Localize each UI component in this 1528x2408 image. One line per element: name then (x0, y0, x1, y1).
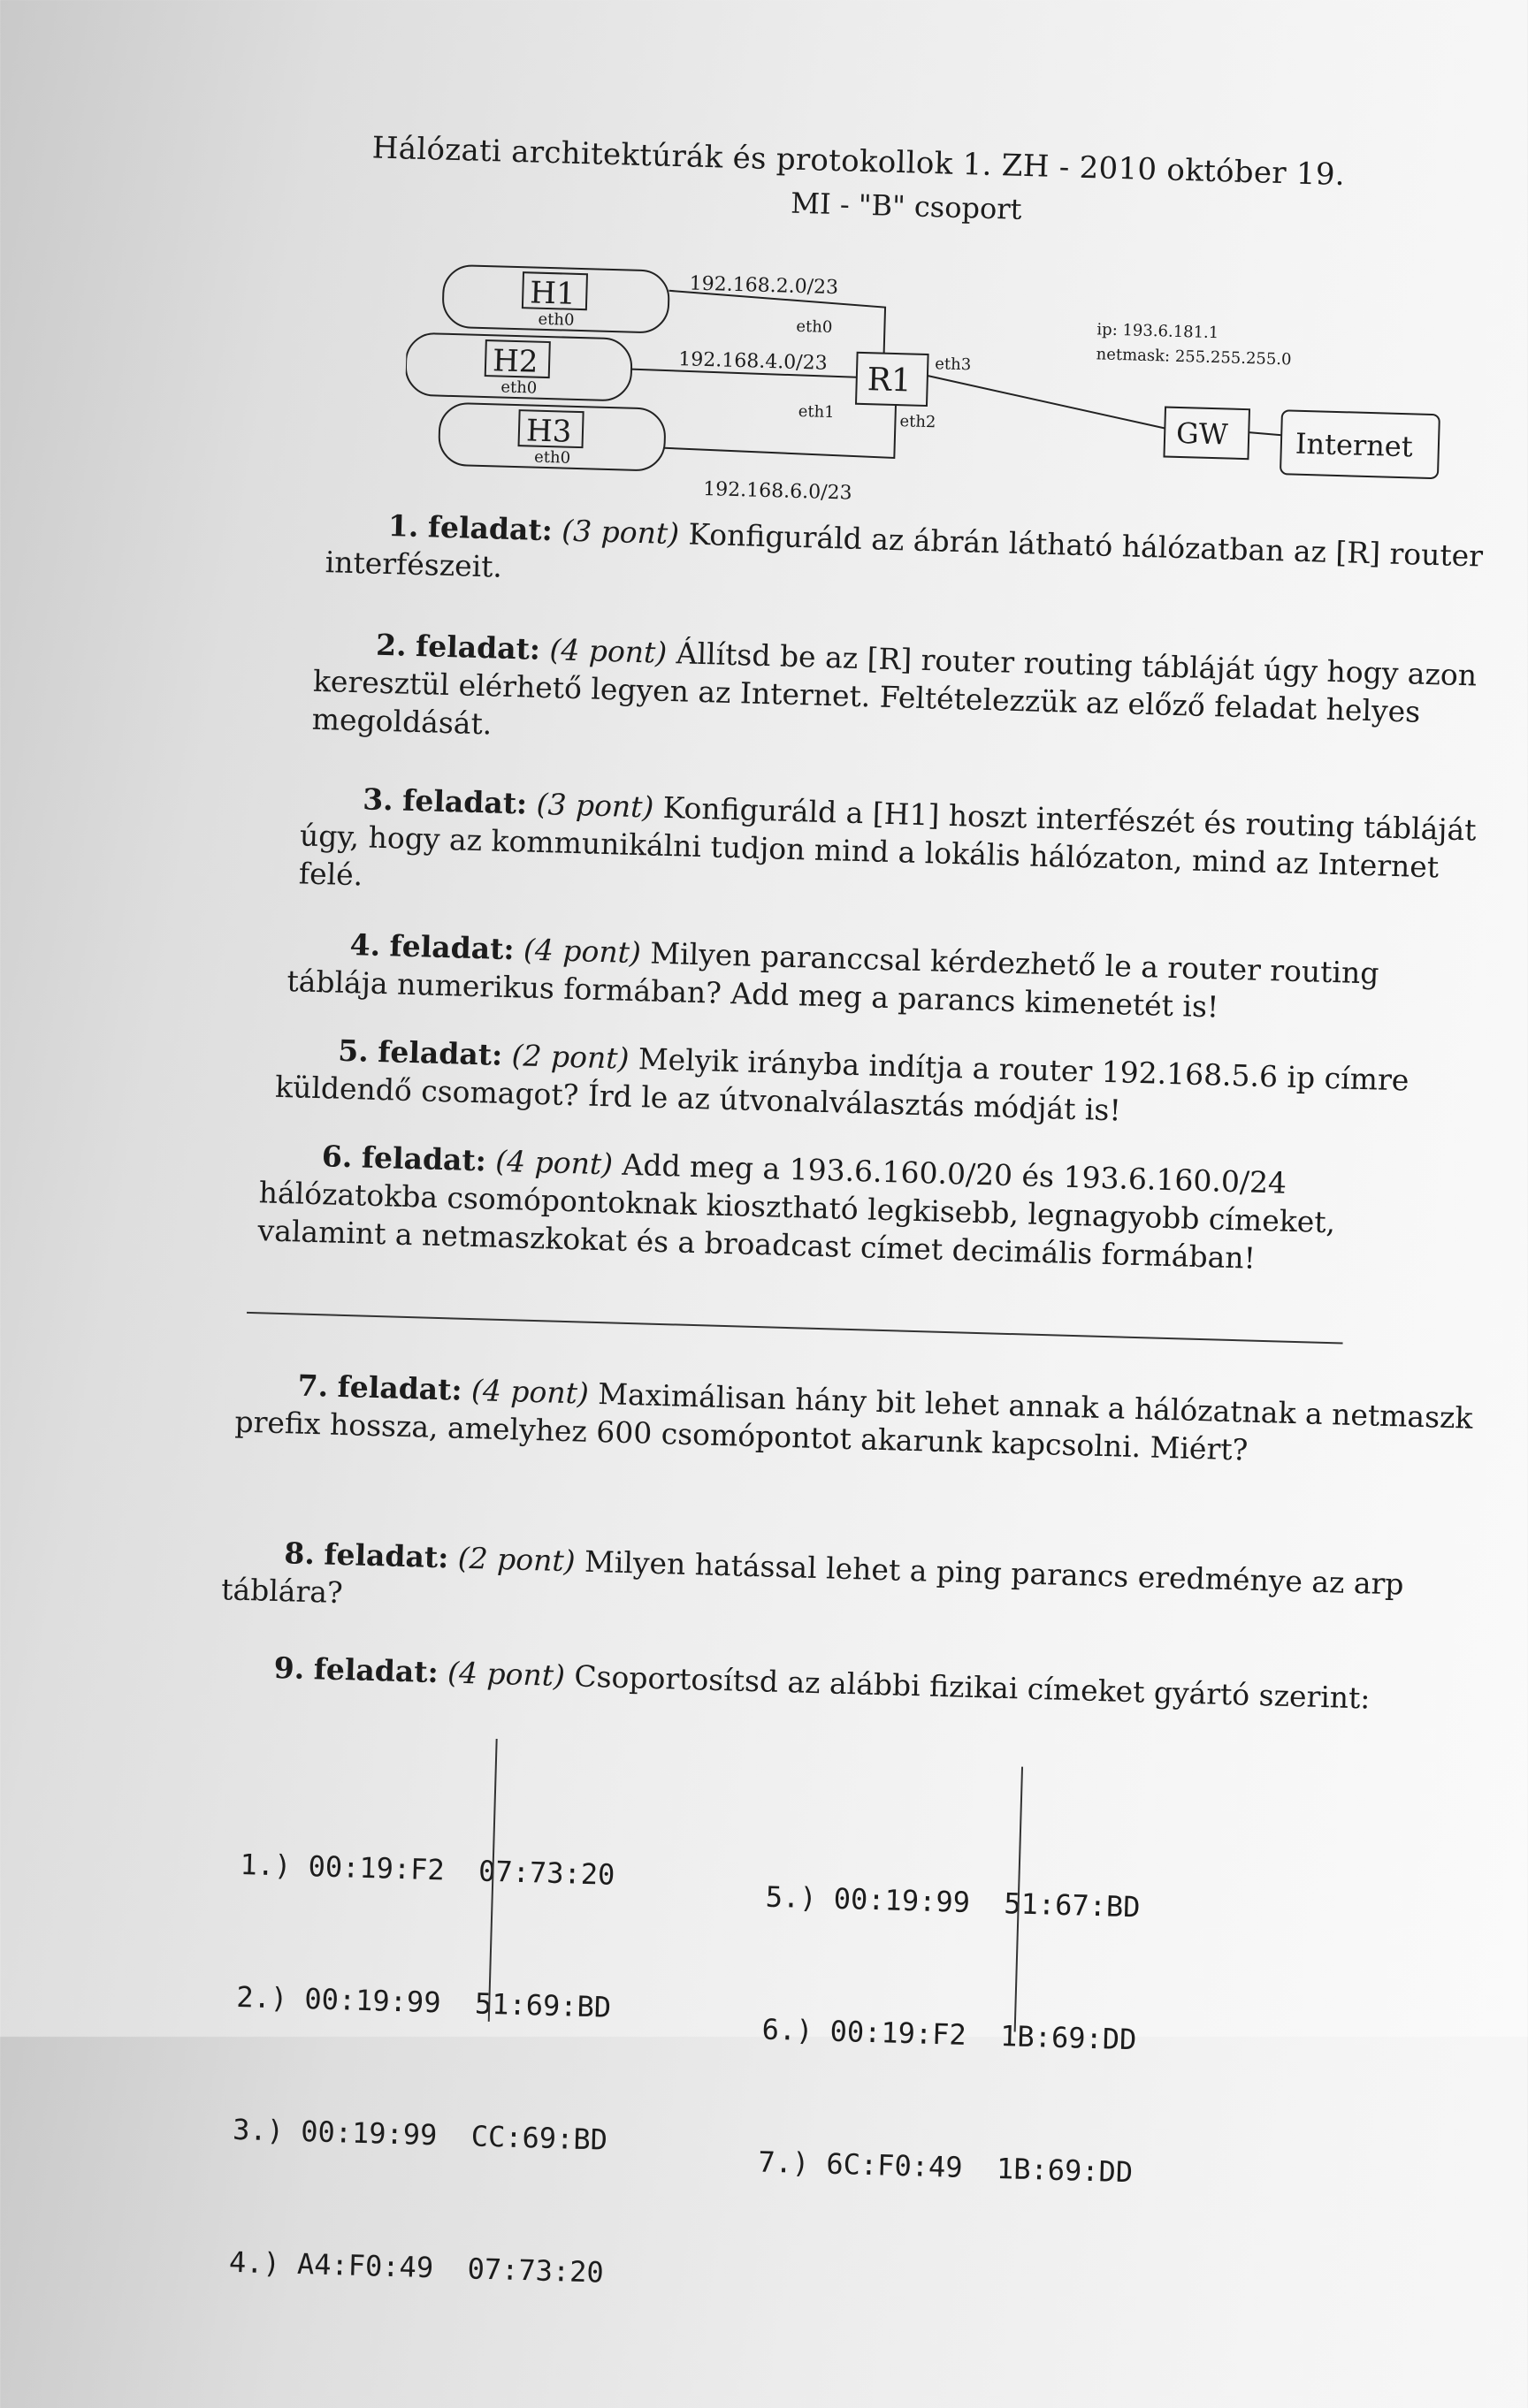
task-5: 5. feladat: (2 pont) Melyik irányba indítja a router 192.168.5.6 ip címre küldendő csomagot? Írd le az útvonalválasztás módját is! (274, 1033, 1410, 1128)
r1-iface-eth1: eth1 (798, 401, 835, 423)
separator-line (247, 1312, 1343, 1345)
host-h2-iface: eth0 (500, 377, 538, 398)
task-3: 3. feladat: (3 pont) Konfiguráld a [H1] hoszt interfészét és routing tábláját úgy, hogy az kommunikálni tudjon mind a lokális hálózaton, mind az Internet felé. (298, 781, 1478, 893)
r1-iface-eth2: eth2 (899, 412, 936, 432)
mac-row: 6.) 00:19:F2 1B:69:DD (761, 2012, 1137, 2057)
net-label-3: 192.168.6.0/23 (702, 477, 852, 505)
task-4: 4. feladat: (4 pont) Milyen paranccsal kérdezhető le a router routing táblája numerikus formában? Add meg a parancs kimenetét is! (286, 927, 1379, 1025)
task-9: 9. feladat: (4 pont) Csoportosítsd az alábbi fizikai címeket gyártó szerint: (273, 1650, 1371, 1716)
mac-row: 5.) 00:19:99 51:67:BD (765, 1879, 1142, 1924)
task-8: 8. feladat: (2 pont) Milyen hatással lehet a ping parancs eredménye az arp táblára? (220, 1535, 1405, 1611)
mac-list-right (755, 1787, 1143, 2283)
r1-iface-eth3: eth3 (935, 354, 972, 375)
link-h1-r1 (668, 291, 886, 354)
mac-row: 4.) A4:F0:49 07:73:20 (228, 2244, 605, 2290)
mac-row: 3.) 00:19:99 CC:69:BD (232, 2112, 608, 2157)
net-label-2: 192.168.4.0/23 (677, 348, 828, 375)
page-title: Hálózati architektúrák és protokollok 1. ZH - 2010 október 19. (371, 130, 1346, 194)
task-1: 1. feladat: (3 pont) Konfiguráld az ábrán látható hálózatban az [R] router interfészeit. (325, 508, 1484, 584)
link-r1-gw (926, 376, 1165, 429)
link-h3-r1 (664, 399, 896, 458)
page-subtitle: MI - "B" csoport (790, 186, 1022, 226)
task-6: 6. feladat: (4 pont) Add meg a 193.6.160.0/20 és 193.6.160.0/24 hálózatokba csomópontoknak kiosztható legkisebb, legnagyobb címeket, valamint a netmaszkokat és a broadcast címet decimális formában! (257, 1139, 1336, 1276)
mac-list-left (226, 1754, 618, 2383)
net-label-1: 192.168.2.0/23 (689, 272, 839, 300)
internet-name: Internet (1295, 426, 1414, 464)
network-diagram (401, 255, 1452, 550)
host-h1-iface: eth0 (538, 309, 575, 330)
host-h1-name: H1 (529, 275, 577, 312)
link-gw-internet (1249, 432, 1281, 435)
mac-row: 7.) 6C:F0:49 1B:69:DD (757, 2145, 1134, 2190)
gw-ip: ip: 193.6.181.1 (1096, 320, 1219, 343)
gw-netmask: netmask: 255.255.255.0 (1096, 345, 1292, 370)
host-h3-iface: eth0 (533, 447, 571, 468)
task-7: 7. feladat: (4 pont) Maximálisan hány bit lehet annak a hálózatnak a netmaszk prefix hossza, amelyhez 600 csomópontot akarunk kapcsolni. Miért? (234, 1368, 1473, 1467)
mac-row: 2.) 00:19:99 51:69:BD (235, 1979, 612, 2024)
host-h3-name: H3 (525, 413, 572, 450)
mac-row: 1.) 00:19:F2 07:73:20 (240, 1847, 615, 1892)
host-h2-name: H2 (492, 343, 539, 380)
r1-iface-eth0: eth0 (796, 316, 833, 337)
gateway-name: GW (1175, 415, 1229, 452)
task-2: 2. feladat: (4 pont) Állítsd be az [R] router routing tábláját úgy hogy azon keresztül elérhető legyen az Internet. Feltételezzük az előző feladat helyes megoldását. (311, 627, 1478, 742)
router-name: R1 (867, 362, 913, 400)
